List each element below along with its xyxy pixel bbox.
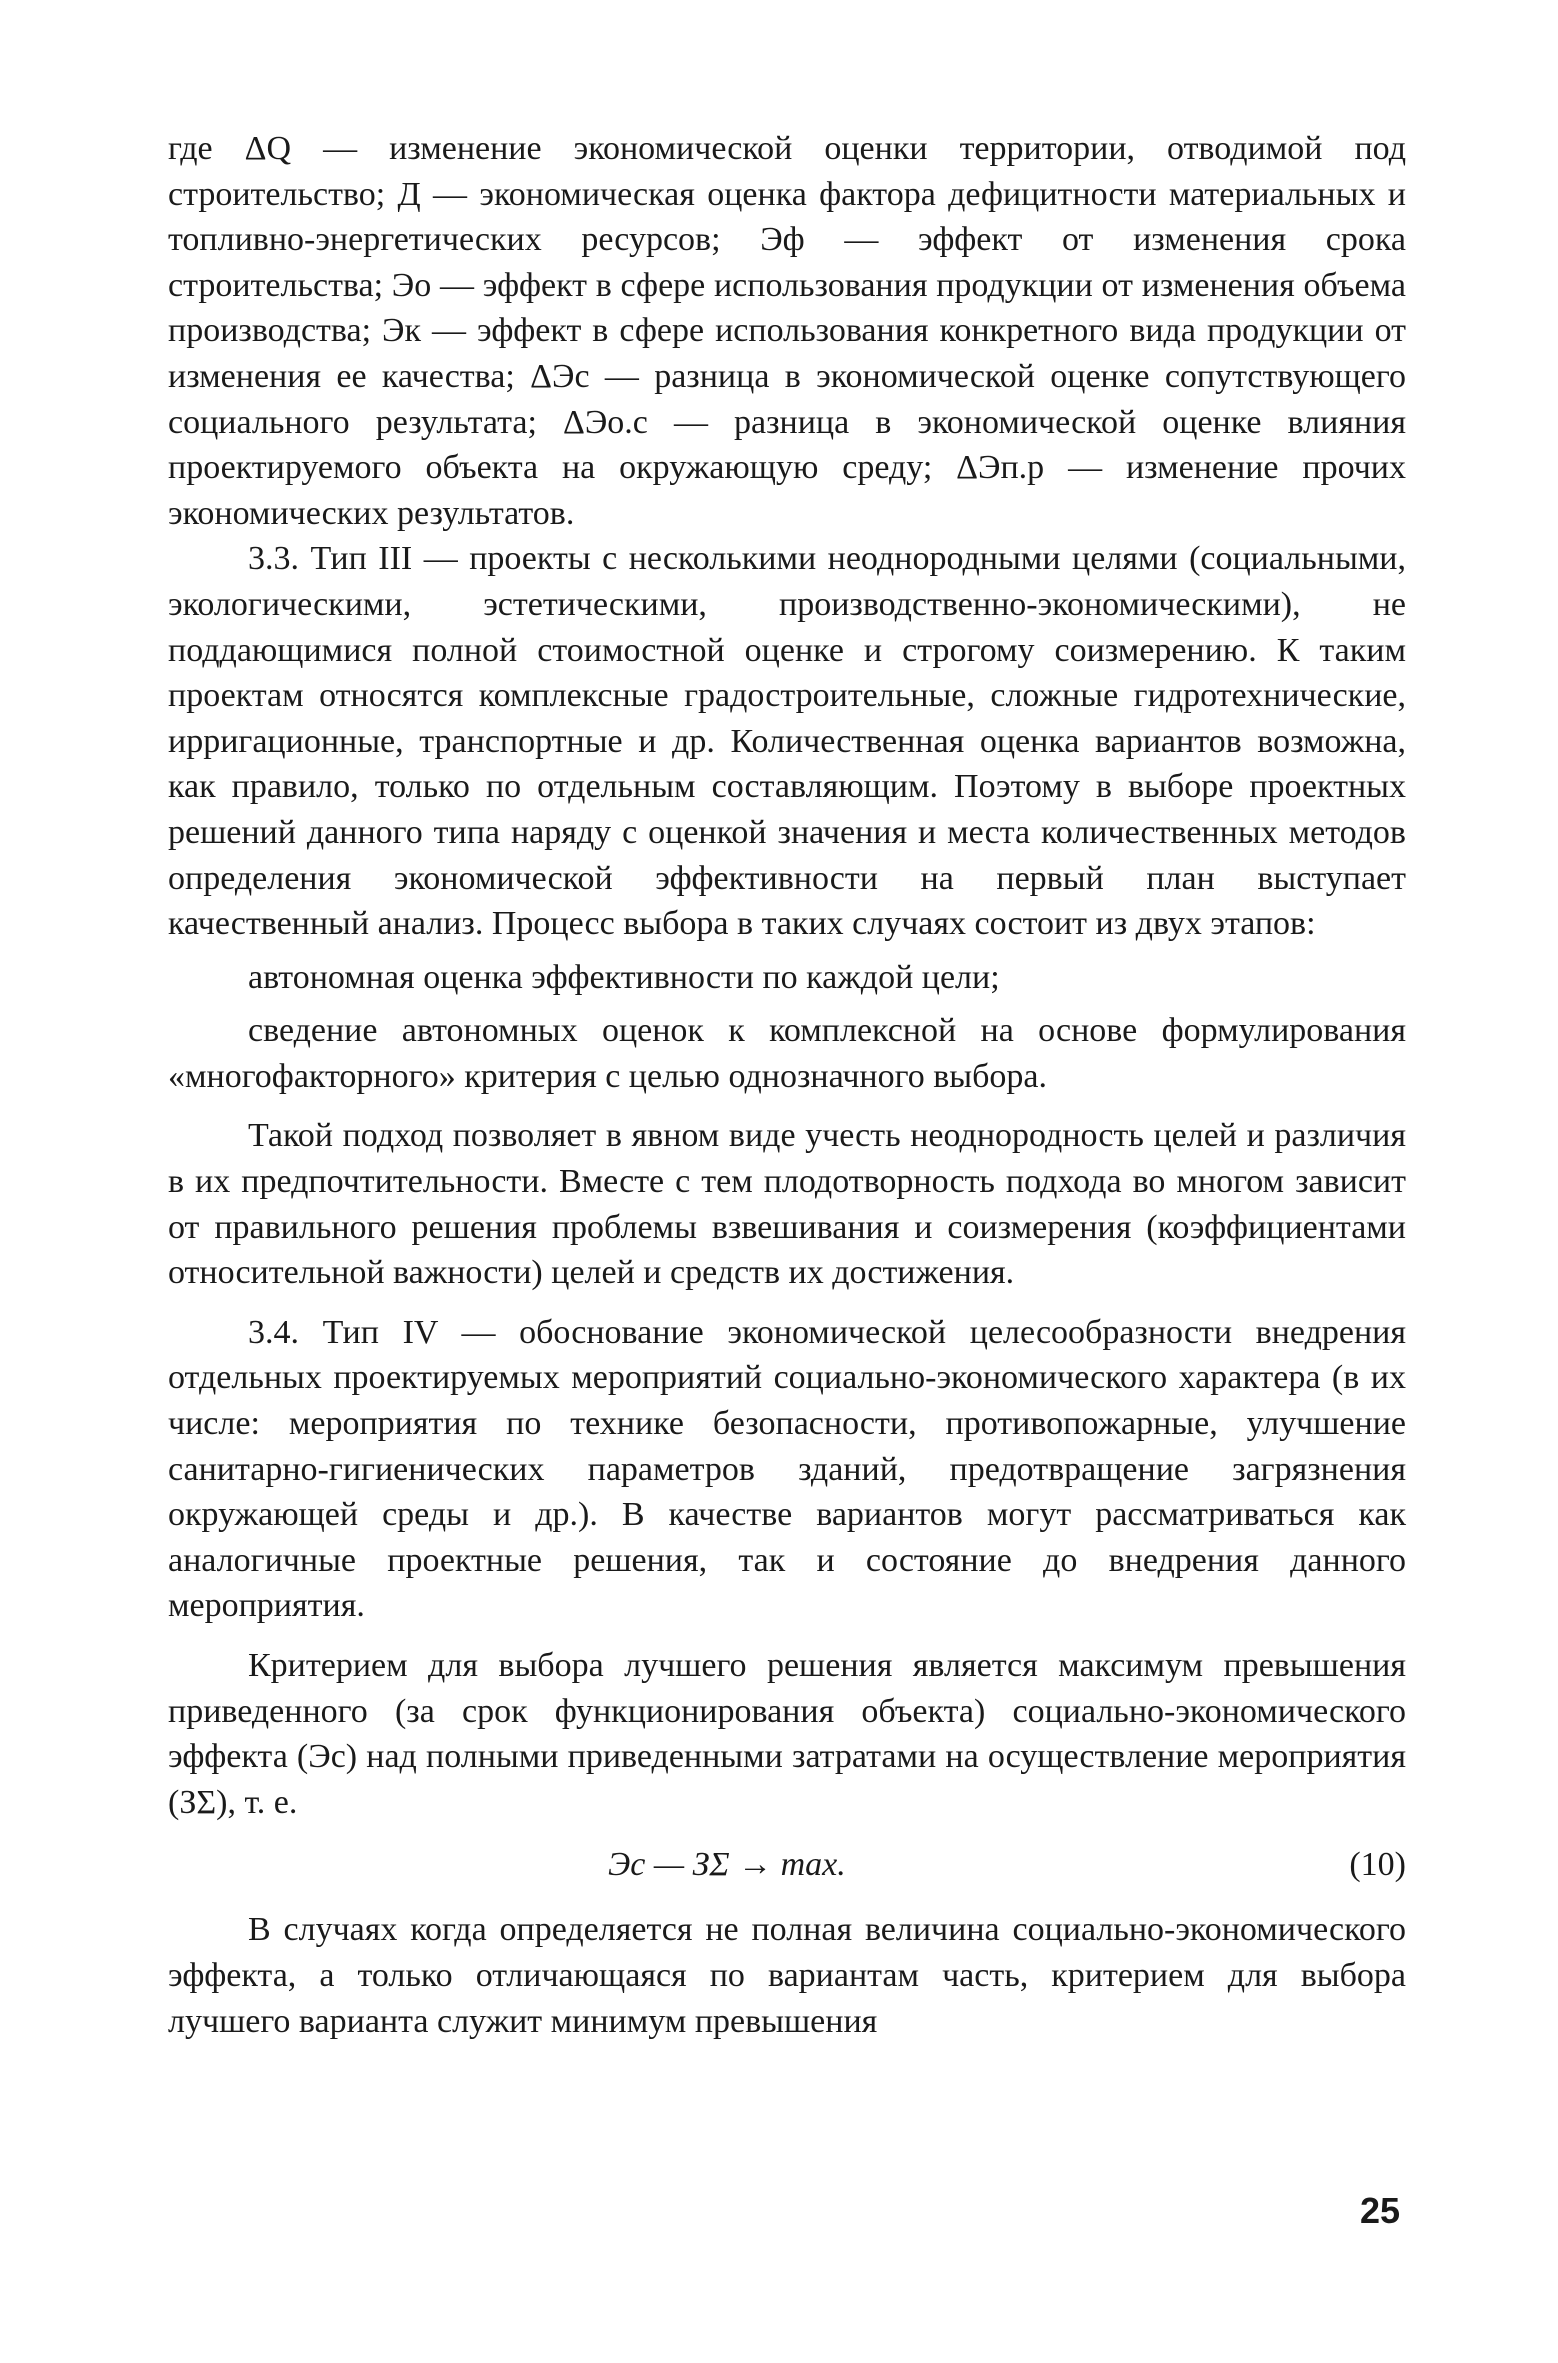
para-definitions: где ΔQ — изменение экономической оценки территории, отводимой под строительство; Д — экономическая оценка фактора дефицитности материальных и топливно-энергетических ресурсов; Эф — эффект от изменения срока строительства; Эо — эффект в сфере использования продукции от изменения объема производства; Эк — эффект в сфере использования конкретного вида продукции от изменения ее качества; ΔЭс — разница в экономической оценке сопутствующего социального результата; ΔЭо.с — разница в экономической оценке влияния проектируемого объекта на окружающую среду; ΔЭп.р — изменение прочих экономических результатов.	[168, 130, 1406, 532]
formula-10	[168, 1837, 1406, 1893]
page-number: 25	[1360, 2190, 1401, 2231]
para-stage-1: автономная оценка эффективности по каждой цели;	[248, 958, 1000, 996]
para-3-3: 3.3. Тип III — проекты с несколькими неоднородными целями (социальными, экологическими, эстетическими, производственно-экономическими), не поддающимися полной стоимостной оценке и строгому соизмерению. К таким проектам относятся комплексные градостроительные, сложные гидротехнические, ирригационные, транспортные и др. Количественная оценка вариантов возможна, как правило, только по отдельным составляющим. Поэтому в выборе проектных решений данного типа наряду с оценкой значения и места количественных методов определения экономической эффективности на первый план выступает качественный анализ. Процесс выбора в таких случаях состоит из двух этапов:	[168, 540, 1406, 943]
para-cases: В случаях когда определяется не полная величина социально-экономического эффекта, а только отличающаяся по вариантам часть, критерием для выбора лучшего варианта служит минимум превышения	[168, 1911, 1406, 2040]
formula-number: (10)	[1349, 1846, 1406, 1884]
para-3-4: 3.4. Тип IV — обоснование экономической целесообразности внедрения отдельных проектируемых мероприятий социально-экономического характера (в их числе: мероприятия по технике безопасности, противопожарные, улучшение санитарно-гигиенических параметров зданий, предотвращение загрязнения окружающей среды и др.). В качестве вариантов могут рассматриваться как аналогичные проектные решения, так и состояние до внедрения данного мероприятия.	[168, 1313, 1406, 1625]
para-stage-2: сведение автономных оценок к комплексной на основе формулирования «многофакторного» критерия с целью однозначного выбора.	[168, 1012, 1406, 1095]
para-criterion: Критерием для выбора лучшего решения является максимум превышения приведенного (за срок функционирования объекта) социально-экономического эффекта (Эс) над полными приведенными затратами на осуществление мероприятия (ЗΣ), т. е.	[168, 1647, 1406, 1821]
formula-expression: Эс — ЗΣ → max.	[608, 1846, 846, 1884]
para-approach: Такой подход позволяет в явном виде учесть неоднородность целей и различия в их предпочтительности. Вместе с тем плодотворность подхода во многом зависит от правильного решения проблемы взвешивания и соизмерения (коэффициентами относительной важности) целей и средств их достижения.	[168, 1117, 1406, 1292]
